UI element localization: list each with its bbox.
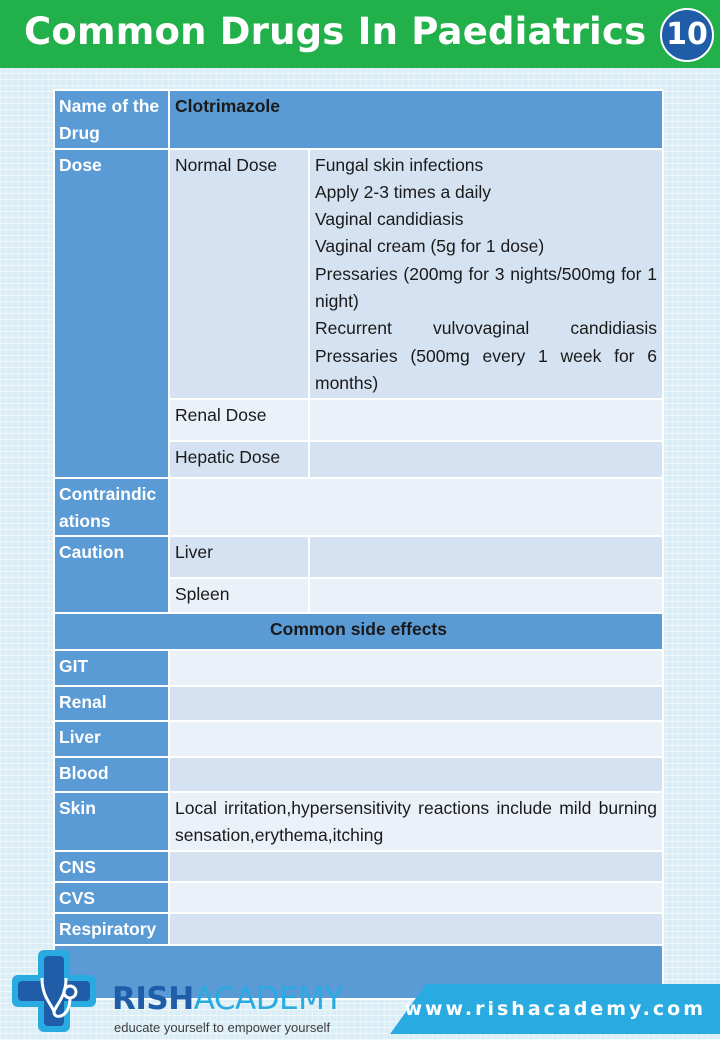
- side-effect-label: Liver: [54, 721, 169, 757]
- side-effect-value: [169, 650, 663, 686]
- side-effect-value: [169, 882, 663, 913]
- contraindications-value: [169, 478, 663, 537]
- side-effect-label: CVS: [54, 882, 169, 913]
- brand-part-rish: RISH: [112, 981, 194, 1017]
- drug-name-label: Name of the Drug: [54, 90, 169, 149]
- caution-spleen-value: [309, 578, 663, 613]
- side-effect-label: Blood: [54, 757, 169, 792]
- caution-spleen-label: Spleen: [169, 578, 309, 613]
- side-effect-value: [169, 686, 663, 721]
- side-effect-value: [169, 757, 663, 792]
- caution-liver-label: Liver: [169, 536, 309, 578]
- side-effect-value: [169, 913, 663, 944]
- normal-dose-label: Normal Dose: [169, 149, 309, 399]
- dose-line: Pressaries (500mg every 1 week for 6 months): [315, 345, 657, 393]
- dose-line: Fungal skin infections: [315, 154, 484, 175]
- caution-label: Caution: [54, 536, 169, 613]
- medical-cross-stethoscope-icon: [8, 948, 100, 1034]
- side-effect-label: Respiratory: [54, 913, 169, 944]
- side-effect-value: Local irritation,hypersensitivity reactions include mild burning sensation,erythema,itching: [169, 792, 663, 851]
- side-effect-label: Skin: [54, 792, 169, 851]
- side-effect-label: GIT: [54, 650, 169, 686]
- side-effect-label: CNS: [54, 851, 169, 882]
- contraindications-label: Contraindications: [54, 478, 169, 537]
- title-banner: [0, 0, 720, 68]
- brand-name: [112, 981, 343, 1017]
- brand-tagline: educate yourself to empower yourself: [114, 1020, 331, 1035]
- dose-line: Vaginal cream (5g for 1 dose): [315, 236, 545, 257]
- dose-line: Pressaries (200mg for 3 nights/500mg for 1 night): [315, 263, 657, 312]
- side-effect-value: [169, 721, 663, 757]
- renal-dose-label: Renal Dose: [169, 399, 309, 441]
- brand-part-academy: ACADEMY: [193, 981, 343, 1017]
- website-url[interactable]: www.rishacademy.com: [404, 998, 706, 1020]
- caution-liver-value: [309, 536, 663, 578]
- page-number-badge: 10: [660, 8, 714, 62]
- hepatic-dose-label: Hepatic Dose: [169, 441, 309, 478]
- side-effects-heading: Common side effects: [54, 613, 663, 650]
- drug-info-table: [53, 89, 664, 1000]
- hepatic-dose-value: [309, 441, 663, 478]
- dose-line: Apply 2-3 times a daily: [315, 181, 492, 202]
- drug-name-value: Clotrimazole: [169, 90, 663, 149]
- dose-line: Recurrent vulvovaginal candidiasis: [315, 318, 657, 339]
- side-effect-value: [169, 851, 663, 882]
- side-effect-label: Renal: [54, 686, 169, 721]
- dose-label: Dose: [54, 149, 169, 478]
- renal-dose-value: [309, 399, 663, 441]
- dose-line: Vaginal candidiasis: [315, 209, 464, 230]
- page-title: Common Drugs In Paediatrics: [24, 10, 647, 53]
- normal-dose-value: [309, 149, 663, 399]
